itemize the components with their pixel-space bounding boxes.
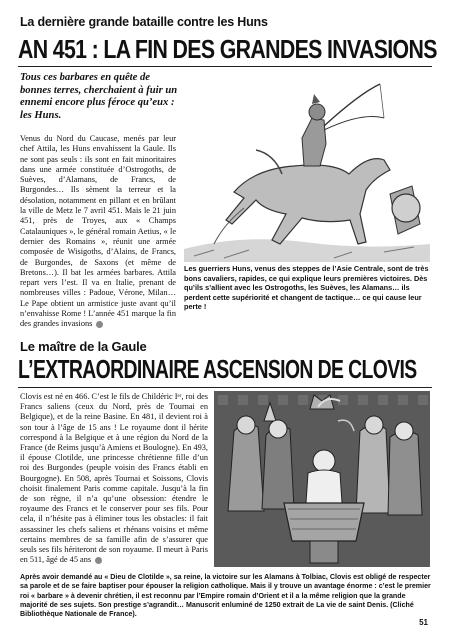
headline-rule (18, 387, 432, 388)
clovis-illustration-caption: Après avoir demandé au « Dieu de Clotilde », sa reine, la victoire sur les Alamans à Tolbiac, Clovis est obligé de respecter sa parole et de se faire baptiser pour épouser la religion catholique. Mais il y trouve un avantage énorme : c’est le premier roi « barbare » à devenir chrétien, il est reconnu par l’Empire romain d’Orient et il a la même religion que la grande majorité de ses sujets. Son prestige s’agrandit… Manuscrit enluminé de 1250 extrait de La vie de saint Denis. (Cliché Bibliothèque Nationale de France). (20, 573, 431, 619)
huns-illustration-caption: Les guerriers Huns, venus des steppes de l’Asie Centrale, sont de très bons cavaliers, rapides, ce qui explique leurs premières victoires. Dès qu’ils s’allient avec les Ostrogoths, les Suèves, les Alamans… ils perdent cette supériorité et changent de tactique… ce qui cause leur perte ! (184, 264, 429, 311)
headline-an-451: AN 451 : LA FIN DES GRANDES INVASIONS (18, 34, 437, 64)
section-kicker-clovis: Le maître de la Gaule (20, 339, 147, 354)
body-text-clovis-content: Clovis est né en 466. C’est le fils de Childéric Iᵉʳ, roi des Francs saliens (ceux du Nord, près de Tournai en Belgique), et de la reine Basine. En 481, il devient roi à son tour à l’âge de 15 ans ! Le royaume dont il hérite correspond à la Belgique et à une région du Nord de la France (de Reims jusqu’à Amiens et Boulogne). En 493, il épouse Clotilde, une princesse chrétienne fille d’un roi des Burgondes (peuple voisin des Francs établi en Bourgogne). En 508, après Tournai et Soissons, Clovis choisit finalement Paris comme capitale. Jusqu’à la fin de son règne, il n’a qu’une obsession: étendre le royaume des Francs et le conserver pour ses fils. Pour cela, il n’hésite pas à éliminer tous les obstacles: il fait assassiner les chefs saliens et rhénans voisins et même certains membres de sa famille afin de s’assurer que seuls ses fils hériteront de son royaume. Il meurt à Paris en 511, âgé de 45 ans (20, 392, 208, 565)
page-number: 51 (419, 618, 428, 627)
hun-horseman-illustration (184, 74, 430, 262)
end-mark-icon (95, 557, 102, 564)
section-kicker-huns: La dernière grande bataille contre les Huns (20, 15, 268, 29)
body-text-huns (20, 134, 176, 330)
end-mark-icon (96, 321, 103, 328)
clovis-baptism-illustration (214, 391, 430, 567)
headline-clovis: L’EXTRAORDINAIRE ASCENSION DE CLOVIS (18, 354, 417, 384)
body-text-huns-content: Venus du Nord du Caucase, menés par leur chef Attila, les Huns envahissent la Gaule. Ils ne sont pas seuls : ils sont en fait minoritaires dans une armée constituée d’Ostrogoths, de Suèves, d’Alamans, de Francs, de Burgondes… Ils sèment la terreur et la désolation, notamment en pillant et en brûlant la ville de Metz le 7 avril 451. Mais le 21 juin 451, près de Troyes, aux « Champs Catalauniques », le général romain Aetius, « le dernier des Romains », réunit une armée composée de Wisigoths, d’Alains, de Francs, de Burgondes, de Saxons (et même de Bretons…). Il bat les armées barbares. Attila repart vers l’est. Il va en Italie, prenant de nombreuses villes : Padoue, Vérone, Milan… Le Pape obtient un armistice juste avant qu’il n’envahisse Rome ! L’année 451 marque la fin des grandes invasions (20, 134, 176, 329)
body-text-clovis (20, 392, 208, 565)
lead-paragraph: Tous ces barbares en quête de bonnes terres, cherchaient à fuir un ennemi encore plus féroce qu’eux : les Huns. (20, 72, 178, 121)
headline-rule (18, 66, 432, 67)
